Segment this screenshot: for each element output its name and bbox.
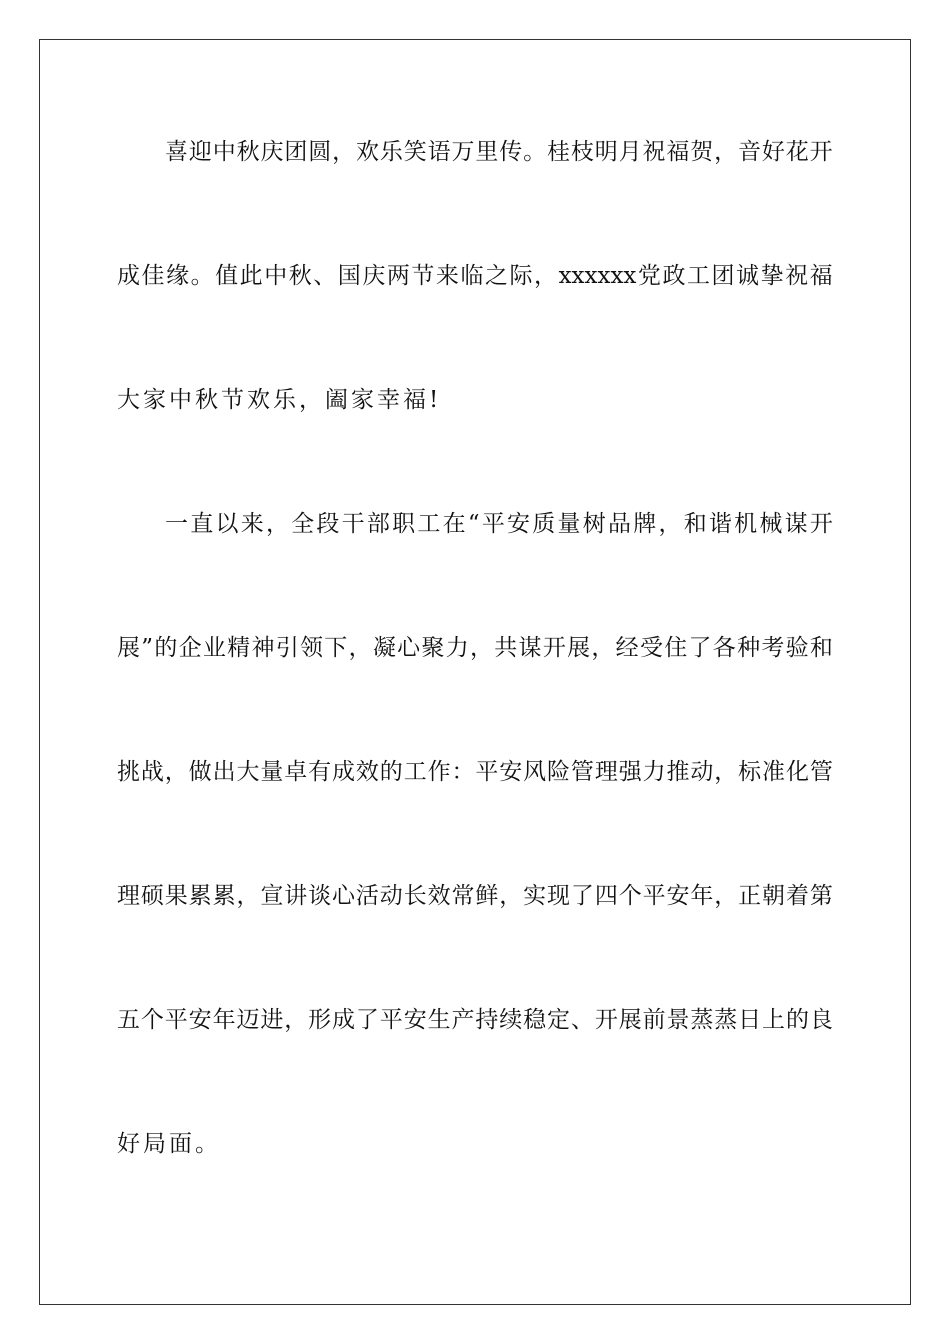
paragraph-1-line-2: 成 佳 缘 。 值 此 中 秋 、 国 庆 两 节 来 临 之 际 ， xxxxxx 党 政 工 团 诚 挚 祝 福 bbox=[117, 263, 833, 289]
paragraph-2-line-3: 挑 战 ， 做 出 大 量 卓 有 成 效 的 工 作 ： 平 安 风 险 管 理 强 力 推 动 ， 标 准 化 管 bbox=[117, 759, 833, 785]
paragraph-2-line-2: 展 ” 的 企 业 精 神 引 领 下 ， 凝 心 聚 力 ， 共 谋 开 展 ， 经 受 住 了 各 种 考 验 和 bbox=[117, 635, 833, 661]
paragraph-2-line-5: 五 个 平 安 年 迈 进 ， 形 成 了 平 安 生 产 持 续 稳 定 、 开 展 前 景 蒸 蒸 日 上 的 良 bbox=[117, 1007, 833, 1033]
paragraph-1-line-3: 大家中秋节欢乐，阖家幸福! bbox=[117, 387, 442, 413]
paragraph-1-line-1: 喜 迎 中 秋 庆 团 圆 ， 欢 乐 笑 语 万 里 传 。 桂 枝 明 月 祝 福 贺 ， 音 好 花 开 bbox=[165, 139, 833, 165]
paragraph-2-line-6: 好局面。 bbox=[117, 1131, 221, 1157]
paragraph-2-line-1: 一 直 以 来 ， 全 段 干 部 职 工 在 “ 平 安 质 量 树 品 牌 ， 和 谐 机 械 谋 开 bbox=[165, 511, 833, 537]
paragraph-2-line-4: 理 硕 果 累 累 ， 宣 讲 谈 心 活 动 长 效 常 鲜 ， 实 现 了 四 个 平 安 年 ， 正 朝 着 第 bbox=[117, 883, 833, 909]
page-border bbox=[39, 39, 911, 1305]
